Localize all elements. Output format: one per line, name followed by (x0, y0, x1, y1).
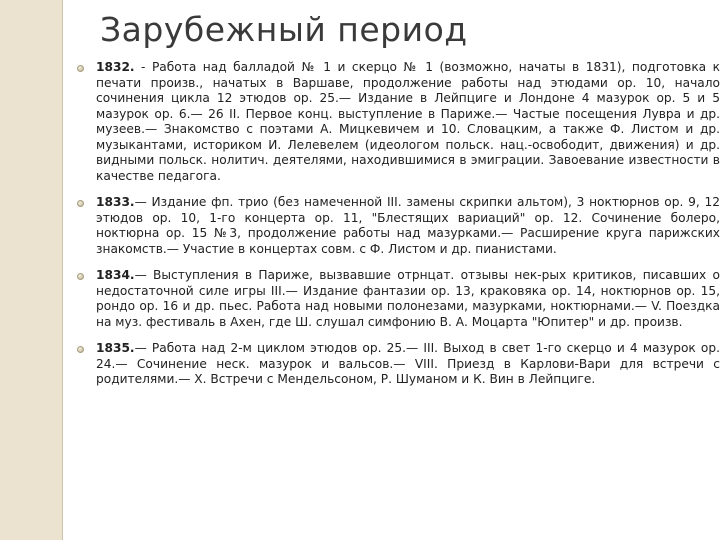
sidebar-divider (62, 0, 63, 540)
item-text: - Работа над балладой № 1 и скерцо № 1 (возможно, начаты в 1831), подготовка к печати произв., начатых в Варшаве, продолжение работы над этюдами op. 10, начало сочинения цикла 12 этюдов op. 25.— Издание в Лейпциге и Лондоне 4 мазурок op. 5 и 5 мазурок op. 6.— 26 II. Первое конц. выступление в Париже.— Частые посещения Лувра и др. музеев.— Знакомство с поэтами А. Мицкевичем и 10. Словацким, а также Ф. Листом и др. музыкантами, историком И. Лелевелем (идеологом польск. нац.-освободит, движения) и др. видными польск. нолитич. деятелями, находившимися в эмиграции. Завоевание известности в качестве педагога. (96, 60, 720, 183)
slide-content (96, 60, 720, 399)
item-text: — Работа над 2-м циклом этюдов op. 25.— III. Выход в свет 1-го скерцо и 4 мазурок op. 24.— Сочинение неск. мазурок и вальсов.— VIII. Приезд в Карлови-Вари для встречи с родителями.— X. Встречи с Мендельсоном, Р. Шуманом и К. Вин в Лейпциге. (96, 341, 720, 386)
item-year: 1833. (96, 195, 135, 209)
slide-sidebar (0, 0, 62, 540)
item-text: — Выступления в Париже, вызвавшие отрнцат. отзывы нек-рых критиков, писавших о недостаточной силе игры III.— Издание фантазии op. 13, краковяка op. 14, ноктюрнов op. 15, рондо op. 16 и др. пьес. Работа над новыми полонезами, мазурками, ноктюрнами.— V. Поездка на муз. фестиваль в Ахен, где Ш. слушал симфонию В. А. Моцарта "Юпитер" и др. произв. (96, 268, 720, 329)
slide-title: Зарубежный период (100, 10, 468, 49)
bullet-icon (77, 346, 84, 353)
item-text: — Издание фп. трио (без намеченной III. замены скрипки альтом), 3 ноктюрнов op. 9, 12 этюдов op. 10, 1-го концерта op. 11, "Блестящих вариаций" op. 12. Сочинение болеро, ноктюрна op. 15 №3, продолжение работы над мазурками.— Расширение круга парижских знакомств.— Участие в концертах совм. с Ф. Листом и др. пианистами. (96, 195, 720, 256)
list-item-1835 (96, 341, 720, 388)
bullet-icon (77, 200, 84, 207)
item-year: 1834. (96, 268, 135, 282)
list-item-1834 (96, 268, 720, 330)
list-item-1833 (96, 195, 720, 257)
list-item-1832 (96, 60, 720, 184)
item-year: 1835. (96, 341, 135, 355)
bullet-icon (77, 273, 84, 280)
item-year: 1832. (96, 60, 135, 74)
bullet-icon (77, 65, 84, 72)
